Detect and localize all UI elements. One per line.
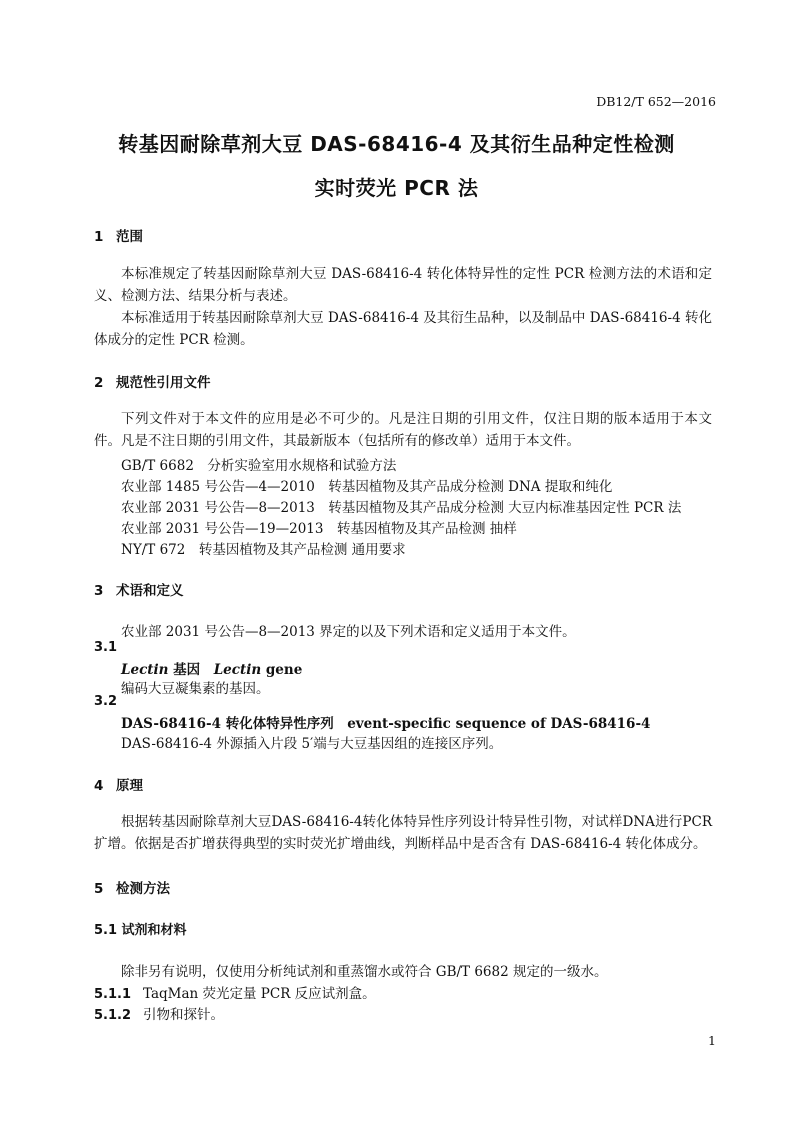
clause-number: 5.1.1 [94, 987, 132, 1002]
subsection-5-1-heading: 5.1 试剂和材料 [94, 923, 187, 938]
section-number: 2 [94, 375, 104, 391]
section-1-paragraph-2: 本标准适用于转基因耐除草剂大豆 DAS-68416-4 及其衍生品种，以及制品中 DAS-68416-4 转化体成分的定性 PCR 检测。 [94, 310, 712, 348]
term-3-1-definition: 编码大豆凝集素的基因。 [121, 681, 270, 697]
clause-5-1-2 [94, 1003, 224, 1023]
section-1-paragraph-1: 本标准规定了转基因耐除草剂大豆 DAS-68416-4 转化体特异性的定性 PCR 检测方法的术语和定义、检测方法、结果分析与表述。 [94, 266, 712, 304]
reference-item: 农业部 1485 号公告—4—2010 转基因植物及其产品成分检测 DNA 提取和纯化 [121, 479, 613, 495]
clause-text: 引物和探针。 [143, 1007, 224, 1023]
clause-number: 5.1.2 [94, 1008, 132, 1023]
reference-item: GB/T 6682 分析实验室用水规格和试验方法 [121, 458, 397, 474]
section-3-paragraph-1: 农业部 2031 号公告—8—2013 界定的以及下列术语和定义适用于本文件。 [121, 624, 576, 640]
document-title-line2: 实时荧光 PCR 法 [314, 176, 479, 200]
document-title-line1: 转基因耐除草剂大豆 DAS-68416-4 及其衍生品种定性检测 [118, 132, 675, 156]
term-3-2-number: 3.2 [94, 694, 118, 709]
section-number: 3 [94, 583, 104, 599]
section-title: 原理 [116, 778, 143, 794]
term-3-2-definition: DAS-68416-4 外源插入片段 5′端与大豆基因组的连接区序列。 [121, 736, 503, 752]
section-4-heading [94, 774, 143, 794]
section-number: 5 [94, 881, 104, 897]
term-text: 基因 [168, 662, 214, 678]
section-2-paragraph-1: 下列文件对于本文件的应用是必不可少的。凡是注日期的引用文件，仅注日期的版本适用于本文件。凡是不注日期的引用文件，其最新版本（包括所有的修改单）适用于本文件。 [94, 411, 712, 449]
term-text: gene [261, 662, 303, 678]
section-title: 检测方法 [116, 881, 170, 897]
section-2-heading [94, 371, 211, 391]
term-3-1-number: 3.1 [94, 640, 118, 655]
term-3-2-title: DAS-68416-4 转化体特异性序列 event-specific sequence of DAS-68416-4 [121, 716, 651, 732]
section-title: 规范性引用文件 [116, 375, 211, 391]
section-5-heading [94, 877, 170, 897]
reference-item: 农业部 2031 号公告—19—2013 转基因植物及其产品检测 抽样 [121, 521, 517, 537]
page-number: 1 [708, 1033, 716, 1048]
reference-item: 农业部 2031 号公告—8—2013 转基因植物及其产品成分检测 大豆内标准基因定性 PCR 法 [121, 500, 682, 516]
reference-item: NY/T 672 转基因植物及其产品检测 通用要求 [121, 542, 406, 558]
clause-5-1-1 [94, 982, 376, 1002]
section-1-heading [94, 225, 143, 245]
section-5-1-paragraph: 除非另有说明，仅使用分析纯试剂和重蒸馏水或符合 GB/T 6682 规定的一级水。 [121, 964, 608, 980]
section-3-heading [94, 579, 184, 599]
term-3-1-title [121, 658, 302, 678]
section-title: 范围 [116, 229, 143, 245]
standard-number: DB12/T 652—2016 [596, 94, 716, 109]
section-4-paragraph-1: 根据转基因耐除草剂大豆DAS-68416-4转化体特异性序列设计特异性引物，对试样DNA进行PCR扩增。依据是否扩增获得典型的实时荧光扩增曲线，判断样品中是否含有 DAS-68416-4 转化体成分。 [94, 814, 712, 852]
clause-text: TaqMan 荧光定量 PCR 反应试剂盒。 [143, 986, 376, 1002]
term-italic: Lectin [213, 662, 262, 678]
section-number: 1 [94, 229, 104, 245]
term-italic: Lectin [121, 662, 169, 678]
section-number: 4 [94, 778, 104, 794]
section-title: 术语和定义 [116, 583, 184, 599]
